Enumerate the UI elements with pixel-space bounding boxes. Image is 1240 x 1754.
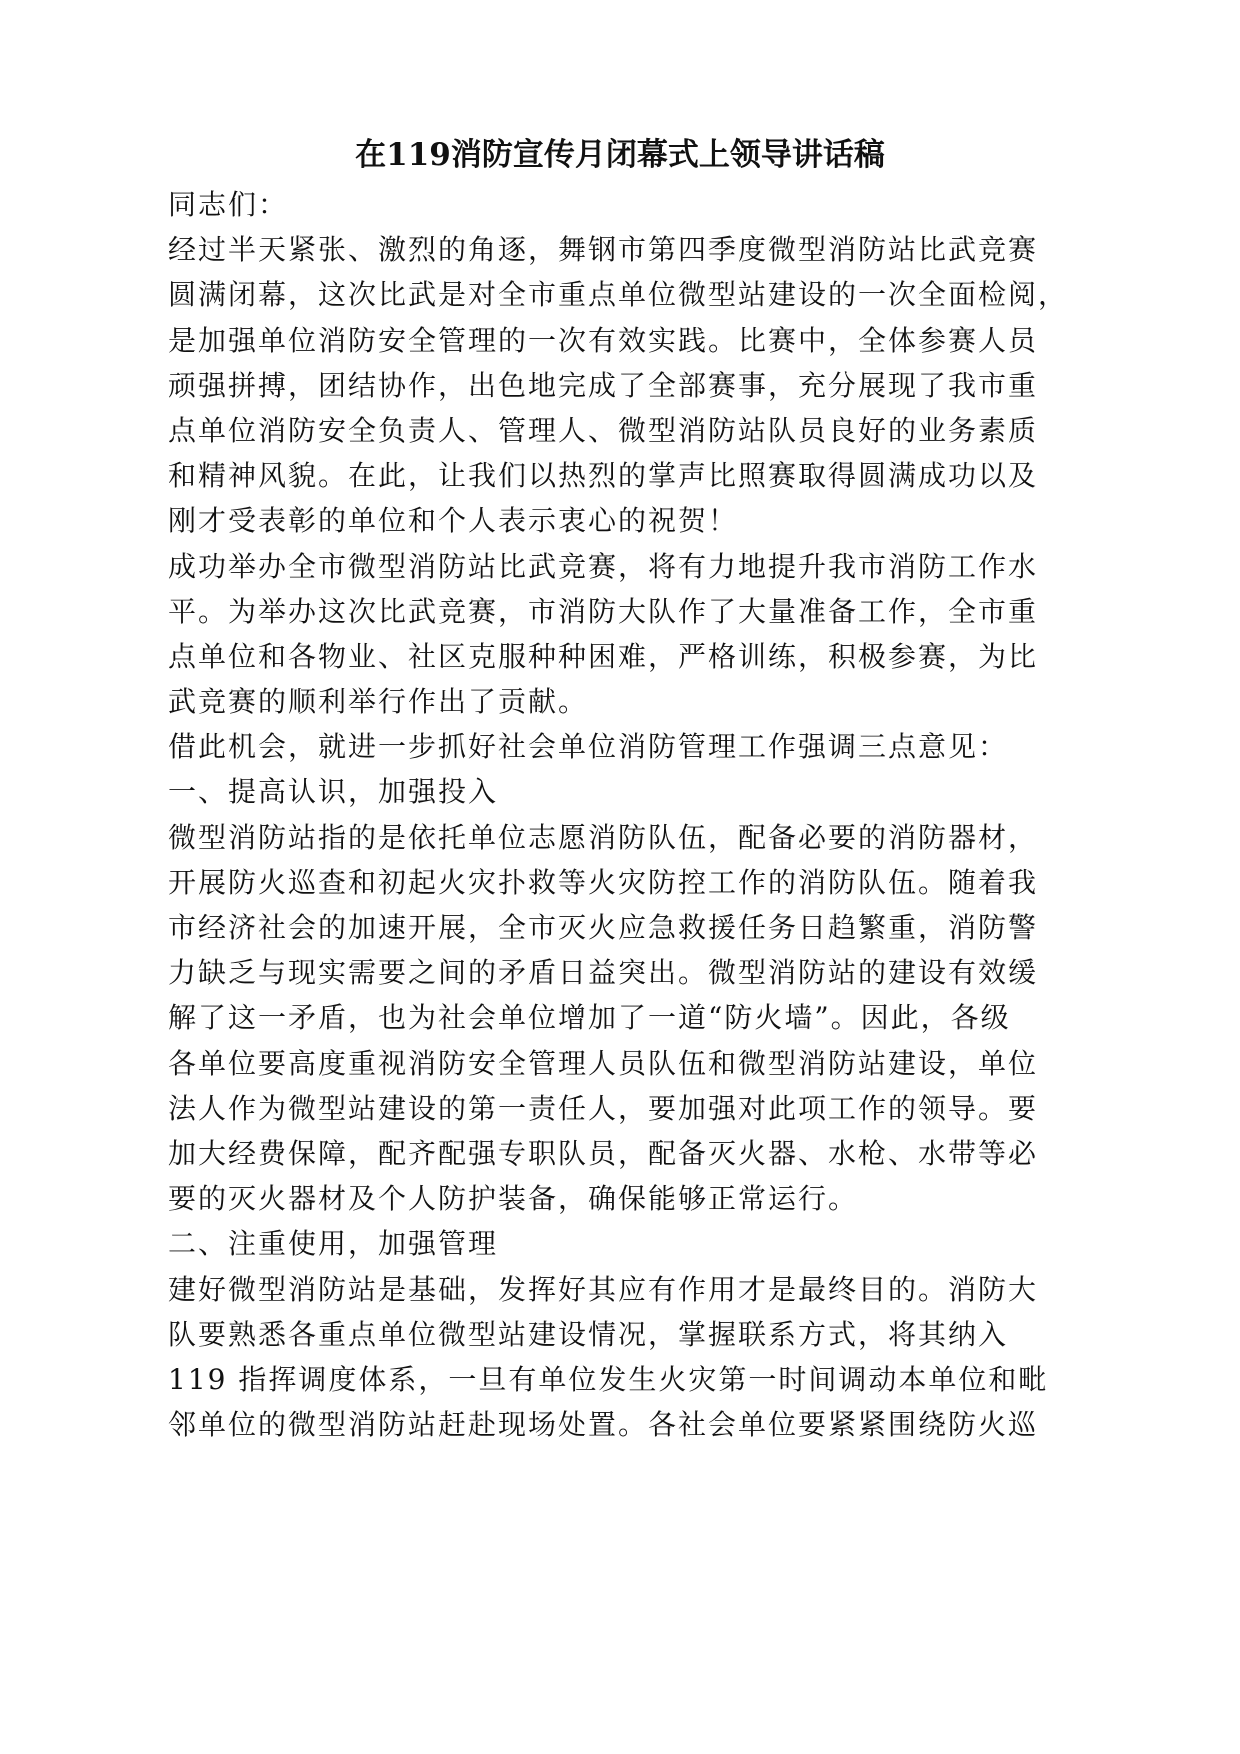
text-line: 圆满闭幕，这次比武是对全市重点单位微型站建设的一次全面检阅，: [168, 278, 1069, 312]
text-line: 刚才受表彰的单位和个人表示衷心的祝贺！: [168, 504, 739, 538]
text-line: 解了这一矛盾，也为社会单位增加了一道“防火墙”。因此，各级: [168, 1001, 1011, 1035]
text-line: 微型消防站指的是依托单位志愿消防队伍，配备必要的消防器材，: [168, 820, 1039, 854]
text-line: 顽强拼搏，团结协作，出色地完成了全部赛事，充分展现了我市重: [168, 368, 1039, 402]
text-line: 经过半天紧张、激烈的角逐，舞钢市第四季度微型消防站比武竞赛: [168, 233, 1039, 267]
text-line: 借此机会，就进一步抓好社会单位消防管理工作强调三点意见：: [168, 730, 1009, 764]
text-line: 二、注重使用，加强管理: [168, 1227, 499, 1261]
text-line: 点单位和各物业、社区克服种种困难，严格训练，积极参赛，为比: [168, 639, 1039, 673]
text-line: 是加强单位消防安全管理的一次有效实践。比赛中，全体参赛人员: [168, 323, 1039, 357]
text-line: 各单位要高度重视消防安全管理人员队伍和微型消防站建设，单位: [168, 1046, 1039, 1080]
text-line: 一、提高认识，加强投入: [168, 775, 499, 809]
text-line: 武竞赛的顺利举行作出了贡献。: [168, 685, 589, 719]
text-line: 加大经费保障，配齐配强专职队员，配备灭火器、水枪、水带等必: [168, 1136, 1039, 1170]
text-line: 要的灭火器材及个人防护装备，确保能够正常运行。: [168, 1182, 859, 1216]
document-body: [168, 182, 1168, 1447]
text-line: 平。为举办这次比武竞赛，市消防大队作了大量准备工作，全市重: [168, 594, 1039, 628]
text-line: 法人作为微型站建设的第一责任人，要加强对此项工作的领导。要: [168, 1091, 1039, 1125]
text-line: 力缺乏与现实需要之间的矛盾日益突出。微型消防站的建设有效缓: [168, 956, 1039, 990]
text-line: 市经济社会的加速开展，全市灭火应急救援任务日趋繁重，消防警: [168, 911, 1039, 944]
text-line: 点单位消防安全负责人、管理人、微型消防站队员良好的业务素质: [168, 413, 1039, 447]
text-line: 和精神风貌。在此，让我们以热烈的掌声比照赛取得圆满成功以及: [168, 459, 1039, 493]
text-line: 队要熟悉各重点单位微型站建设情况，掌握联系方式，将其纳入: [168, 1317, 1009, 1351]
text-line: 邻单位的微型消防站赶赴现场处置。各社会单位要紧紧围绕防火巡: [168, 1408, 1039, 1442]
text-line: 119 指挥调度体系，一旦有单位发生火灾第一时间调动本单位和毗: [168, 1362, 1049, 1396]
text-line: 成功举办全市微型消防站比武竞赛，将有力地提升我市消防工作水: [168, 549, 1039, 583]
document-title: 在119消防宣传月闭幕式上领导讲话稿: [355, 137, 885, 173]
text-line: 建好微型消防站是基础，发挥好其应有作用才是最终目的。消防大: [168, 1272, 1039, 1306]
text-line: 开展防火巡查和初起火灾扑救等火灾防控工作的消防队伍。随着我: [168, 865, 1039, 899]
text-line: 同志们：: [168, 188, 289, 221]
